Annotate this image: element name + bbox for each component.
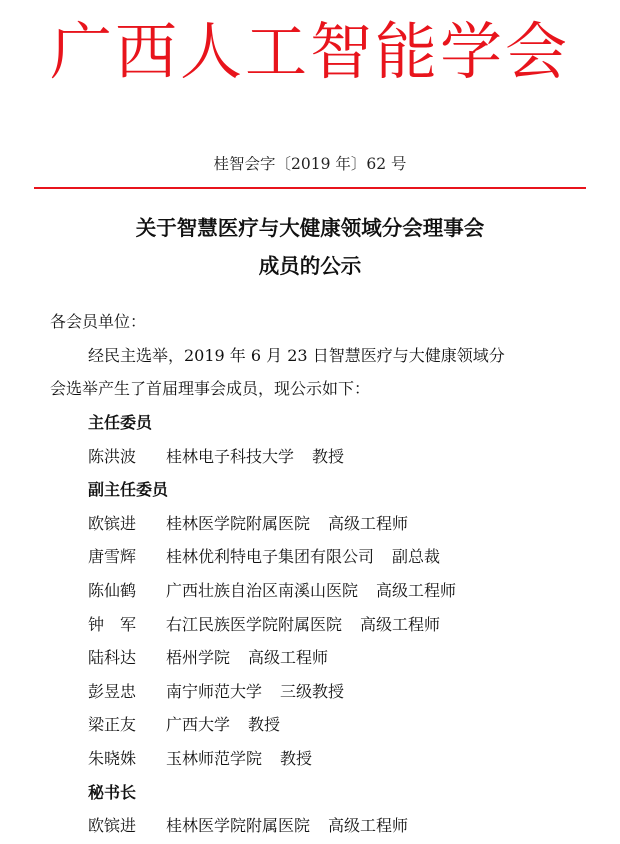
member-institution: 桂林医学院附属医院 (166, 816, 311, 836)
member-institution: 广西大学 (166, 715, 231, 735)
member-institution: 桂林电子科技大学 (166, 446, 295, 466)
member-name: 欧镔进 (88, 816, 137, 836)
member-title: 三级教授 (280, 681, 345, 701)
member-title: 教授 (312, 446, 345, 466)
member-name: 彭昱忠 (88, 681, 137, 701)
member-title: 高级工程师 (328, 513, 409, 533)
member-title: 副总裁 (392, 547, 441, 567)
member-row (88, 809, 588, 843)
paragraph-line-2: 会选举产生了首届理事会成员，现公示如下： (50, 379, 371, 398)
member-row (88, 708, 588, 742)
member-row (88, 507, 588, 541)
member-institution: 广西壮族自治区南溪山医院 (166, 580, 359, 600)
member-list (88, 406, 588, 843)
member-institution: 桂林优利特电子集团有限公司 (166, 547, 375, 567)
member-name: 唐雪辉 (88, 547, 137, 567)
paragraph-line-1: 经民主选举，2019 年 6 月 23 日智慧医疗与大健康领域分 (88, 346, 505, 365)
section-heading: 主任委员 (88, 413, 153, 432)
member-name: 钟 军 (88, 614, 137, 634)
document-title-line-2: 成员的公示 (258, 254, 362, 278)
salutation: 各会员单位： (50, 312, 147, 331)
member-title: 高级工程师 (360, 614, 441, 634)
member-row (88, 440, 588, 474)
member-name: 陈仙鹤 (88, 580, 137, 600)
member-title: 教授 (248, 715, 281, 735)
member-row (88, 742, 588, 776)
organization-name: 广西人工智能学会 (49, 15, 570, 88)
member-name: 陆科达 (88, 648, 137, 668)
member-title: 高级工程师 (328, 816, 409, 836)
member-title: 高级工程师 (376, 580, 457, 600)
member-row (88, 540, 588, 574)
member-row (88, 641, 588, 675)
member-row (88, 574, 588, 608)
member-institution: 桂林医学院附属医院 (166, 513, 311, 533)
member-name: 陈洪波 (88, 446, 137, 466)
member-name: 欧镔进 (88, 513, 137, 533)
member-institution: 南宁师范大学 (166, 681, 263, 701)
member-row (88, 608, 588, 642)
member-title: 教授 (280, 748, 313, 768)
document-number: 桂智会字〔2019 年〕62 号 (213, 155, 407, 173)
header-divider (34, 187, 586, 189)
member-row (88, 675, 588, 709)
member-institution: 玉林师范学院 (166, 748, 263, 768)
section-heading: 副主任委员 (88, 480, 169, 500)
section-heading: 秘书长 (88, 782, 137, 802)
member-title: 高级工程师 (248, 648, 329, 668)
member-name: 朱晓姝 (88, 748, 137, 768)
member-institution: 右江民族医学院附属医院 (166, 614, 343, 634)
member-name: 梁正友 (88, 715, 137, 735)
member-institution: 梧州学院 (166, 648, 231, 668)
document-title-line-1: 关于智慧医疗与大健康领域分会理事会 (135, 216, 485, 240)
